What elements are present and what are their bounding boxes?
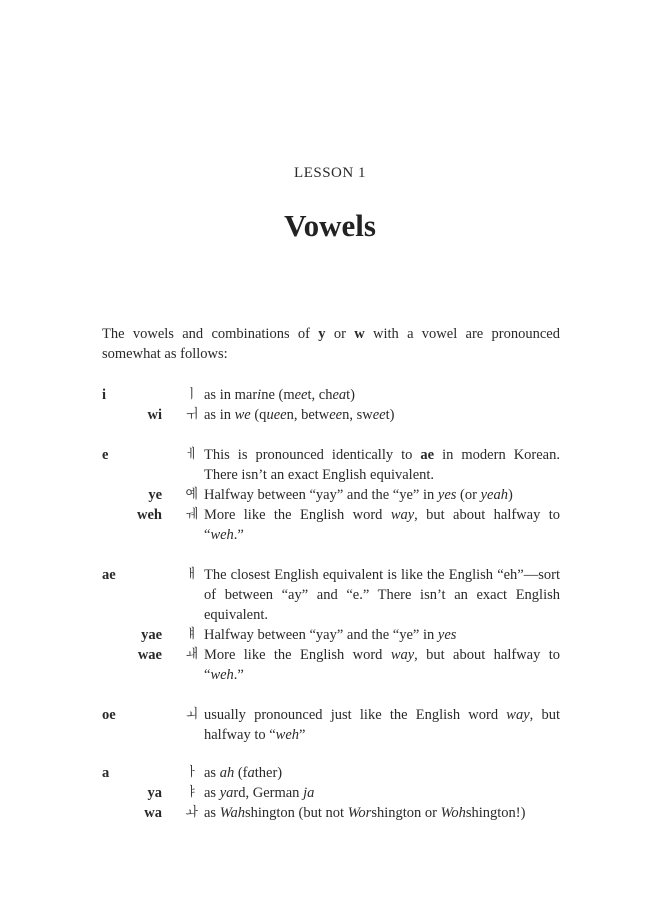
intro-text: with a vowel are pronounced somewhat as follows: (102, 326, 560, 362)
hangul-glyph: ㅙ (185, 647, 198, 662)
vowel-row (0, 505, 660, 545)
vowel-row (0, 763, 660, 783)
vowel-row (0, 445, 660, 485)
vowel-head: oe (102, 707, 116, 723)
intro-w: w (354, 326, 365, 342)
vowel-sub: wi (147, 407, 162, 423)
hangul-glyph: ㅘ (185, 805, 198, 820)
vowel-row (0, 565, 660, 625)
hangul-glyph: ㅐ (185, 567, 198, 582)
vowel-description: usually pronounced just like the English word way, but halfway to “weh” (204, 707, 560, 743)
vowel-row (0, 625, 660, 645)
vowel-row (0, 645, 660, 685)
vowel-group-a (0, 763, 660, 823)
vowel-sub: weh (137, 507, 162, 523)
vowel-head: a (102, 765, 110, 781)
vowel-sub: yae (141, 627, 162, 643)
vowel-group-oe (0, 705, 660, 745)
hangul-glyph: ㅟ (185, 407, 198, 422)
vowel-description: More like the English word way, but about halfway to “weh.” (204, 507, 560, 543)
vowel-description: as yard, German ja (204, 785, 315, 801)
vowel-row (0, 485, 660, 505)
vowel-head: i (102, 387, 107, 403)
page-title: Vowels (284, 208, 376, 243)
intro-text: or (325, 326, 355, 342)
vowel-group-e (0, 445, 660, 545)
vowel-description: More like the English word way, but about halfway to “weh.” (204, 647, 560, 683)
hangul-glyph: ㅞ (185, 507, 198, 522)
vowel-sub: ye (148, 487, 162, 503)
vowel-description: as ah (father) (204, 765, 283, 781)
hangul-glyph: ㅏ (185, 765, 198, 780)
hangul-glyph: ㅚ (185, 707, 198, 722)
vowel-row (0, 803, 660, 823)
vowel-row (0, 783, 660, 803)
vowel-head: ae (102, 567, 116, 583)
lesson-label: LESSON 1 (294, 165, 366, 181)
vowel-description: Halfway between “yay” and the “ye” in yes (or yeah) (204, 487, 513, 503)
hangul-glyph: ㅒ (185, 627, 198, 642)
hangul-glyph: ㅔ (185, 447, 198, 462)
vowel-description: as in marine (meet, cheat) (204, 387, 355, 403)
vowel-sub: ya (147, 785, 162, 801)
intro-y: y (318, 326, 326, 342)
vowel-description: as Wahshington (but not Worshington or Wohshington!) (204, 805, 526, 821)
vowel-description: Halfway between “yay” and the “ye” in yes (204, 627, 457, 643)
vowel-sub: wae (137, 647, 162, 663)
intro-paragraph (102, 324, 560, 364)
vowel-description: The closest English equivalent is like the English “eh”—sort of between “ay” and “e.” There isn’t an exact English equivalent. (204, 567, 560, 623)
vowel-head: e (102, 447, 109, 463)
vowel-group-ae (0, 565, 660, 685)
vowel-row (0, 705, 660, 745)
vowel-row (0, 385, 660, 405)
hangul-glyph: 예 (185, 487, 198, 502)
vowel-sub: wa (144, 805, 162, 821)
hangul-glyph: ㅑ (185, 785, 198, 800)
vowel-row (0, 405, 660, 425)
vowel-description: This is pronounced identically to ae in modern Korean. There isn’t an exact English equivalent. (204, 447, 560, 483)
vowel-group-i (0, 385, 660, 425)
vowel-description: as in we (queen, between, sweet) (204, 407, 395, 423)
hangul-glyph: ㅣ (185, 387, 198, 402)
intro-text: The vowels and combinations of (102, 326, 319, 342)
